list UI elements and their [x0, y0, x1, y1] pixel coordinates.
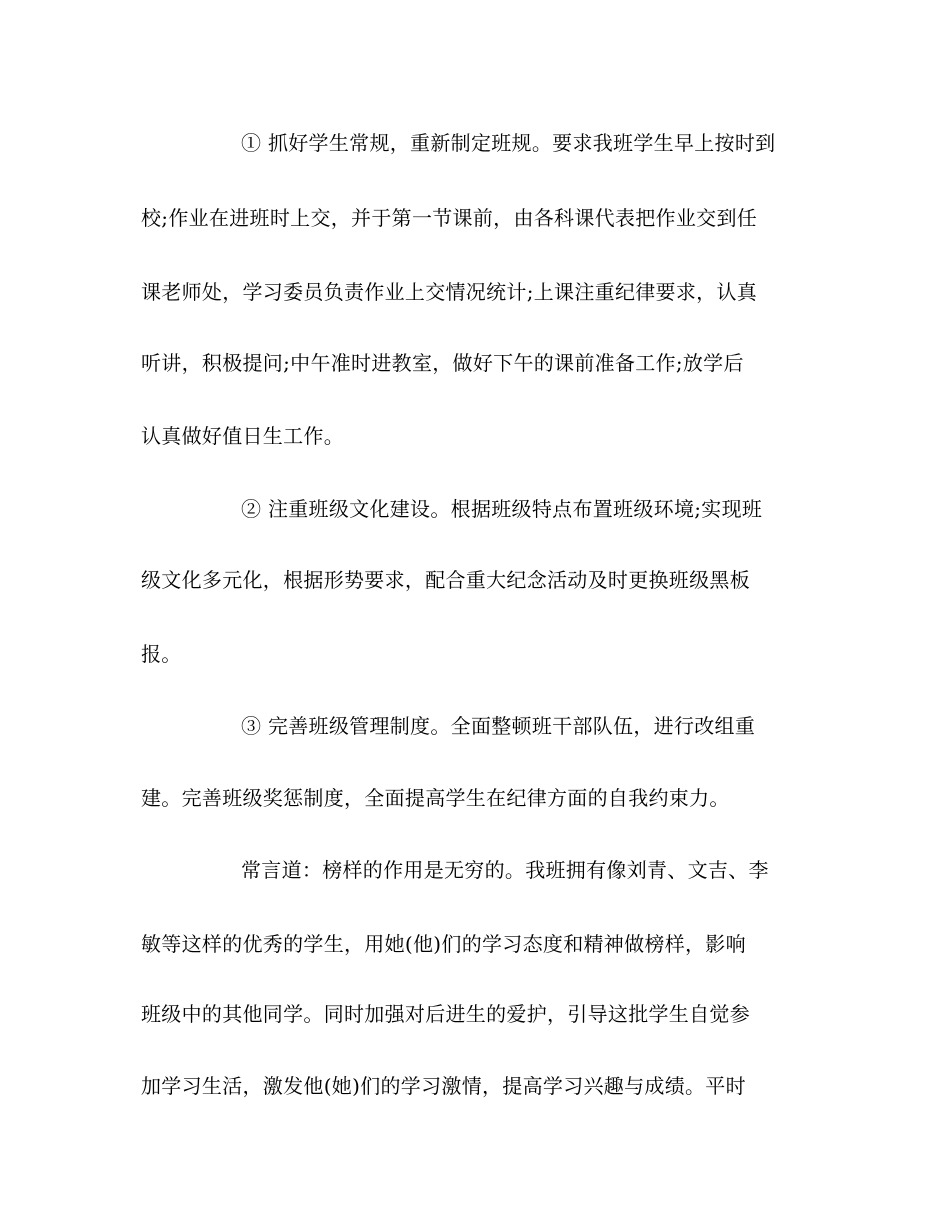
paragraph-3-line-1: ③ 完善班级管理制度。全面整顿班干部队伍，进行改组重: [241, 714, 756, 738]
paragraph-1-line-4: 听讲，积极提问;中午准时进教室，做好下午的课前准备工作;放学后: [141, 351, 744, 375]
paragraph-2-line-1: ② 注重班级文化建设。根据班级特点布置班级环境;实现班: [241, 497, 763, 521]
paragraph-4-line-3: 班级中的其他同学。同时加强对后进生的爱护，引导这批学生自觉参: [141, 1002, 750, 1026]
paragraph-4-line-2: 敏等这样的优秀的学生，用她(他)们的学习态度和精神做榜样，影响: [141, 932, 746, 956]
paragraph-1-line-5: 认真做好值日生工作。: [141, 424, 344, 448]
paragraph-4-line-4: 加学习生活，激发他(她)们的学习激情，提高学习兴趣与成绩。平时: [141, 1074, 746, 1098]
paragraph-2-line-3: 报。: [141, 642, 182, 666]
paragraph-3-line-2: 建。完善班级奖惩制度，全面提高学生在纪律方面的自我约束力。: [141, 786, 730, 810]
paragraph-4-line-1: 常言道：榜样的作用是无穷的。我班拥有像刘青、文吉、李: [241, 858, 769, 882]
paragraph-1-line-1: ① 抓好学生常规，重新制定班规。要求我班学生早上按时到: [241, 131, 776, 155]
paragraph-1-line-2: 校;作业在进班时上交，并于第一节课前，由各科课代表把作业交到任: [141, 206, 758, 230]
paragraph-1-line-3: 课老师处，学习委员负责作业上交情况统计;上课注重纪律要求，认真: [141, 280, 758, 304]
paragraph-2-line-2: 级文化多元化，根据形势要求，配合重大纪念活动及时更换班级黑板: [141, 568, 750, 592]
